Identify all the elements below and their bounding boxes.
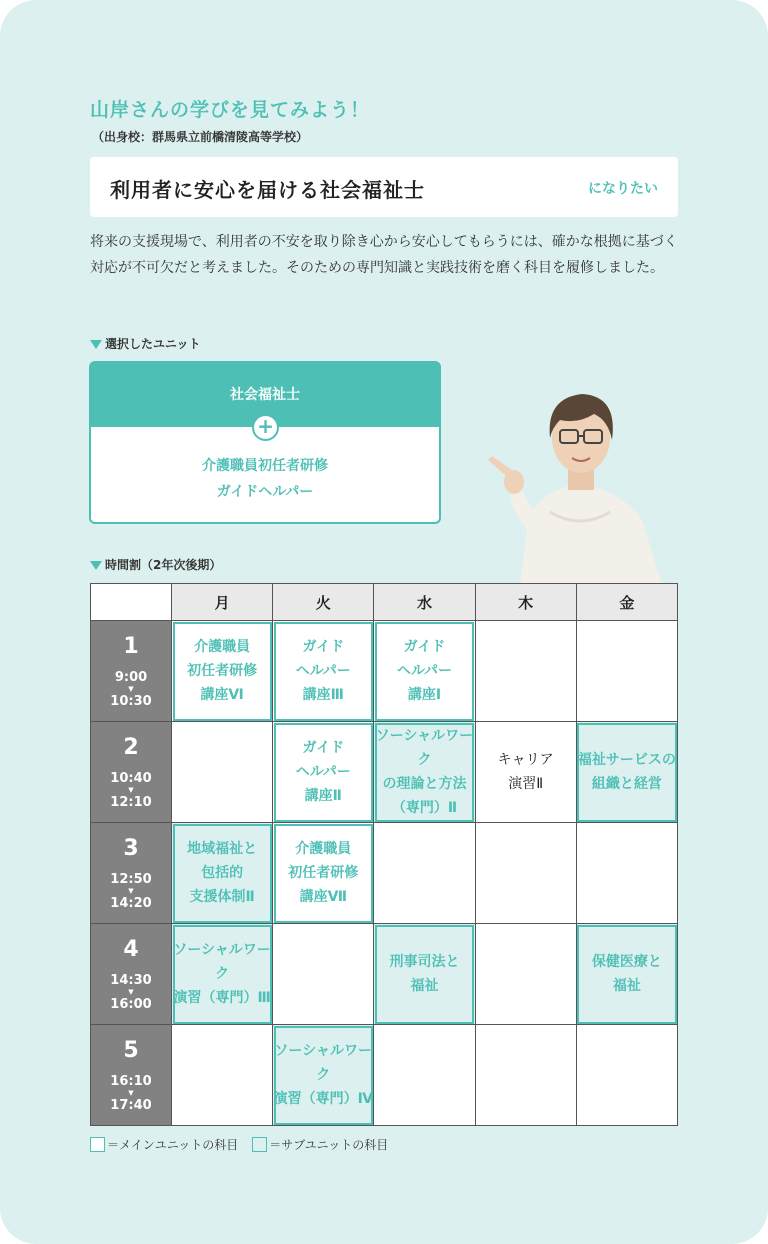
- main-unit: 社会福祉士: [89, 361, 441, 427]
- period-start: 9:00: [114, 669, 148, 685]
- sub-units: [89, 427, 441, 524]
- period-end: 12:10: [110, 794, 152, 810]
- period-cell: [91, 621, 172, 722]
- class-line: の理論と方法: [382, 776, 467, 792]
- class-line: 初任者研修: [288, 865, 359, 881]
- period-cell: [91, 722, 172, 823]
- arrow-down-icon: ▼: [128, 684, 134, 693]
- period-number: 2: [123, 734, 139, 760]
- class-cell: [475, 722, 576, 823]
- period-row: [91, 823, 678, 924]
- arrow-down-icon: ▼: [128, 987, 134, 996]
- period-start: 14:30: [110, 972, 152, 988]
- goal-suffix: になりたい: [588, 181, 658, 197]
- class-line: 講座Ⅲ: [302, 687, 344, 703]
- class-cell: [374, 823, 475, 924]
- class-line: 福祉: [410, 978, 439, 994]
- period-end: 14:20: [110, 895, 152, 911]
- period-cell: [91, 1025, 172, 1126]
- period-start: 12:50: [110, 871, 152, 887]
- class-line: ソーシャルワーク: [173, 942, 271, 982]
- class-line: ヘルパー: [295, 663, 351, 679]
- class-line: ガイド: [302, 639, 345, 655]
- class-cell: [576, 1025, 677, 1126]
- triangle-icon: [90, 561, 102, 570]
- class-line: キャリア: [497, 752, 554, 768]
- day-tue: 火: [273, 584, 374, 621]
- period-cell: [91, 924, 172, 1025]
- period-cell: [91, 823, 172, 924]
- period-end: 16:00: [110, 996, 152, 1012]
- class-cell: [475, 924, 576, 1025]
- class-line: 介護職員: [295, 841, 352, 857]
- day-fri: 金: [576, 584, 677, 621]
- class-cell: [475, 823, 576, 924]
- sub-unit-swatch: [252, 1137, 267, 1152]
- class-cell: [273, 1025, 374, 1126]
- class-line: 地域福祉と: [187, 841, 258, 857]
- timetable-label: 時間割（2年次後期）: [90, 556, 221, 573]
- arrow-down-icon: ▼: [128, 1088, 134, 1097]
- class-line: ソーシャルワーク: [274, 1043, 372, 1083]
- section-heading: 山岸さんの学びを見てみよう！: [90, 99, 371, 121]
- class-cell: [273, 823, 374, 924]
- class-cell: [172, 722, 273, 823]
- class-cell: [374, 924, 475, 1025]
- period-number: 4: [123, 936, 139, 962]
- class-line: （専門）Ⅱ: [391, 800, 458, 816]
- class-line: 保健医療と: [591, 954, 662, 970]
- class-line: 介護職員: [194, 639, 251, 655]
- timetable: [90, 583, 678, 1126]
- class-line: ヘルパー: [295, 764, 351, 780]
- class-line: 演習（専門）Ⅳ: [273, 1091, 373, 1107]
- period-end: 17:40: [110, 1097, 152, 1113]
- arrow-down-icon: ▼: [128, 785, 134, 794]
- class-cell: [273, 621, 374, 722]
- class-line: 福祉サービスの: [577, 752, 676, 768]
- class-cell: [273, 722, 374, 823]
- class-cell: [576, 924, 677, 1025]
- class-line: 初任者研修: [187, 663, 258, 679]
- class-line: ソーシャルワーク: [375, 728, 474, 768]
- student-photo: [480, 380, 680, 585]
- goal-box: [90, 157, 678, 217]
- class-cell: [576, 621, 677, 722]
- period-start: 10:40: [110, 770, 152, 786]
- class-line: 福祉: [612, 978, 641, 994]
- period-number: 5: [123, 1037, 139, 1063]
- plus-icon: +: [252, 414, 279, 441]
- class-cell: [475, 621, 576, 722]
- class-cell: [172, 1025, 273, 1126]
- class-line: 組織と経営: [591, 776, 662, 792]
- class-cell: [172, 924, 273, 1025]
- class-cell: [172, 621, 273, 722]
- period-row: [91, 924, 678, 1025]
- legend: [90, 1136, 388, 1153]
- goal-title: 利用者に安心を届ける社会福祉士: [110, 178, 425, 202]
- class-line: 講座Ⅰ: [407, 687, 442, 703]
- main-unit-swatch: [90, 1137, 105, 1152]
- period-end: 10:30: [110, 693, 152, 709]
- class-cell: [374, 621, 475, 722]
- period-start: 16:10: [110, 1073, 152, 1089]
- class-cell: [172, 823, 273, 924]
- sub-unit-1: 介護職員初任者研修: [202, 458, 328, 474]
- class-line: 包括的: [201, 865, 244, 881]
- school-name: （出身校：群馬県立前橋清陵高等学校）: [92, 130, 309, 144]
- legend-sub: ＝サブユニットの科目: [269, 1138, 389, 1152]
- class-line: ガイド: [302, 740, 345, 756]
- class-cell: [576, 722, 677, 823]
- sub-unit-2: ガイドヘルパー: [216, 484, 314, 500]
- period-number: 1: [123, 633, 139, 659]
- class-cell: [374, 722, 475, 823]
- day-wed: 水: [374, 584, 475, 621]
- class-line: ヘルパー: [396, 663, 452, 679]
- period-number: 3: [123, 835, 139, 861]
- class-line: 支援体制Ⅱ: [189, 889, 255, 905]
- class-cell: [374, 1025, 475, 1126]
- legend-main: ＝メインユニットの科目: [107, 1138, 239, 1152]
- class-line: 演習Ⅱ: [508, 776, 544, 792]
- class-line: 講座Ⅱ: [304, 788, 342, 804]
- corner-cell: [91, 584, 172, 621]
- day-header-row: [91, 584, 678, 621]
- arrow-down-icon: ▼: [128, 886, 134, 895]
- period-row: [91, 722, 678, 823]
- class-cell: [273, 924, 374, 1025]
- class-line: 演習（専門）Ⅲ: [173, 990, 271, 1006]
- description: 将来の支援現場で、利用者の不安を取り除き心から安心してもらうには、確かな根拠に基づく対応が不可欠だと考えました。そのための専門知識と実践技術を磨く科目を履修しました。: [90, 234, 678, 276]
- period-row: [91, 1025, 678, 1126]
- period-row: [91, 621, 678, 722]
- class-cell: [475, 1025, 576, 1126]
- class-line: 刑事司法と: [389, 954, 460, 970]
- day-thu: 木: [475, 584, 576, 621]
- class-line: ガイド: [403, 639, 446, 655]
- class-line: 講座Ⅵ: [200, 687, 244, 703]
- day-mon: 月: [172, 584, 273, 621]
- class-cell: [576, 823, 677, 924]
- triangle-icon: [90, 340, 102, 349]
- class-line: 講座Ⅶ: [299, 889, 347, 905]
- units-label: 選択したユニット: [90, 335, 201, 352]
